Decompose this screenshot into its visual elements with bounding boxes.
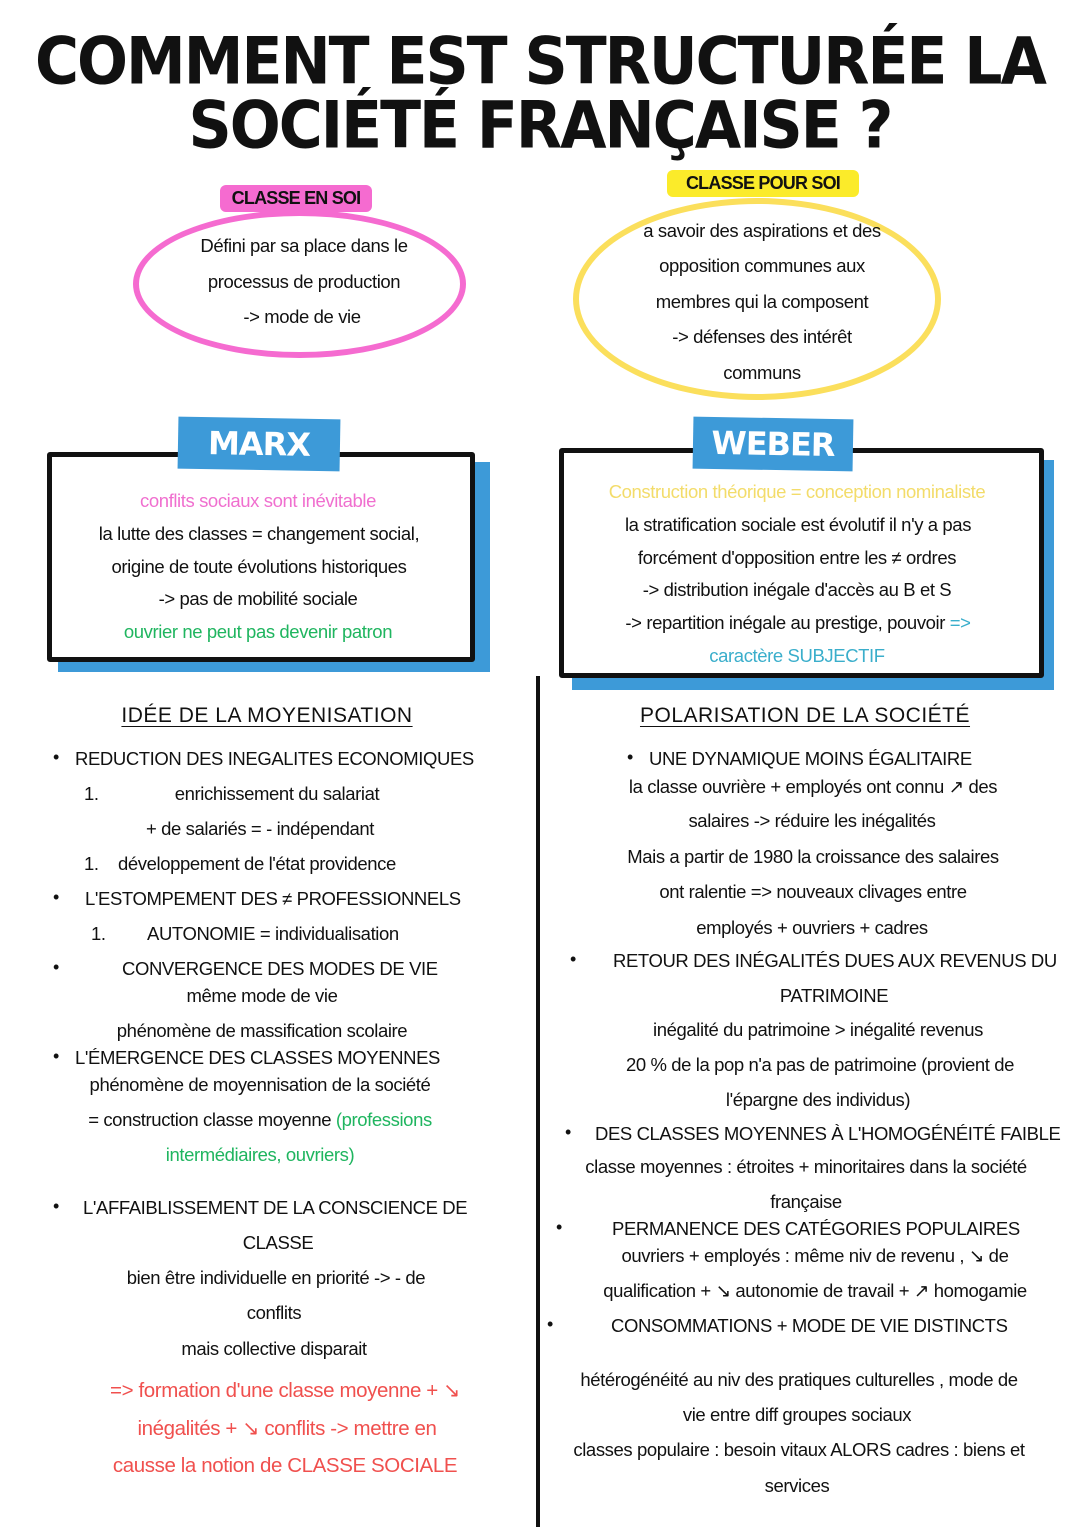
classe-pour-soi-text: a savoir des aspirations et des (643, 220, 881, 241)
left-heading: IDÉE DE LA MOYENISATION (121, 704, 413, 727)
right-text: services (764, 1475, 830, 1496)
left-text: AUTONOMIE = individualisation (147, 923, 399, 944)
right-text: PATRIMOINE (779, 985, 889, 1006)
bullet: • (53, 957, 60, 977)
right-text: CONSOMMATIONS + MODE DE VIE DISTINCTS (611, 1315, 1008, 1336)
left-text: L'ESTOMPEMENT DES ≠ PROFESSIONNELS (85, 888, 461, 909)
right-text: DES CLASSES MOYENNES À L'HOMOGÉNÉITÉ FAIBLE (595, 1123, 1061, 1144)
bullet: • (53, 887, 60, 907)
left-text: CLASSE (242, 1232, 314, 1253)
classe-en-soi-text: -> mode de vie (243, 306, 361, 327)
weber-text: Construction théorique = conception nominaliste (608, 481, 986, 502)
left-conclusion: => formation d'une classe moyenne + ↘ (110, 1379, 460, 1402)
left-text: REDUCTION DES INEGALITES ECONOMIQUES (75, 748, 474, 769)
right-text: UNE DYNAMIQUE MOINS ÉGALITAIRE (649, 748, 972, 769)
weber-text: caractère SUBJECTIF (709, 645, 885, 666)
weber-text: la stratification sociale est évolutif il n'y a pas (624, 514, 972, 535)
left-text: L'ÉMERGENCE DES CLASSES MOYENNES (75, 1047, 440, 1068)
bullet: • (53, 1046, 60, 1066)
marx-text: origine de toute évolutions historiques (111, 556, 407, 577)
right-text: 20 % de la pop n'a pas de patrimoine (provient de (625, 1054, 1015, 1075)
classe-pour-soi-text: communs (723, 362, 801, 383)
weber-text: -> distribution inégale d'accès au B et S (642, 579, 952, 600)
classe-pour-soi-text: opposition communes aux (659, 255, 865, 276)
list-number: 1. (91, 923, 106, 944)
marx-text: -> pas de mobilité sociale (158, 588, 358, 609)
right-text: vie entre diff groupes sociaux (682, 1404, 912, 1425)
bullet: • (565, 1122, 572, 1142)
marx-text: ouvrier ne peut pas devenir patron (123, 621, 393, 642)
right-heading: POLARISATION DE LA SOCIÉTÉ (639, 704, 971, 727)
bullet: • (556, 1217, 563, 1237)
left-text: bien être individuelle en priorité -> - de (126, 1267, 426, 1288)
left-conclusion: inégalités + ↘ conflits -> mettre en (137, 1417, 437, 1440)
right-text: hétérogénéité au niv des pratiques culturelles , mode de (580, 1369, 1018, 1390)
right-text: salaires -> réduire les inégalités (688, 810, 936, 831)
right-text: classe moyennes : étroites + minoritaires dans la société (585, 1156, 1027, 1177)
marx-text: conflits sociaux sont inévitable (139, 490, 377, 511)
left-conclusion: causse la notion de CLASSE SOCIALE (112, 1454, 458, 1477)
list-number: 1. (84, 853, 99, 874)
page-title-line-1: COMMENT EST STRUCTURÉE LA (35, 24, 1045, 100)
weber-text: forcément d'opposition entre les ≠ ordres (637, 547, 957, 568)
right-text: la classe ouvrière + employés ont connu ↗ des (628, 776, 998, 797)
right-text: ont ralentie => nouveaux clivages entre (659, 881, 967, 902)
right-text: Mais a partir de 1980 la croissance des salaires (627, 846, 999, 867)
classe-en-soi-text: processus de production (207, 271, 401, 292)
left-text: conflits (246, 1302, 302, 1323)
right-text: l'épargne des individus) (725, 1089, 911, 1110)
left-text (88, 1108, 432, 1132)
bullet: • (53, 747, 60, 767)
left-text: CONVERGENCE DES MODES DE VIE (122, 958, 438, 979)
marx-text: la lutte des classes = changement social, (98, 523, 420, 544)
left-text: même mode de vie (186, 985, 338, 1006)
right-text: inégalité du patrimoine > inégalité revenus (653, 1019, 983, 1040)
marx-tab: MARX (178, 417, 341, 472)
left-text: L'AFFAIBLISSEMENT DE LA CONSCIENCE DE (83, 1197, 468, 1218)
classe-en-soi-label: CLASSE EN SOI (220, 185, 372, 212)
bullet: • (547, 1314, 554, 1334)
right-text: PERMANENCE DES CATÉGORIES POPULAIRES (612, 1218, 1020, 1239)
column-divider (536, 676, 540, 1527)
weber-text-part: -> repartition inégale au prestige, pouvoir (625, 612, 950, 633)
bullet: • (627, 747, 634, 767)
right-text: qualification + ↘ autonomie de travail + ↗ homogamie (603, 1280, 1027, 1301)
left-text: + de salariés = - indépendant (145, 818, 375, 839)
right-text: RETOUR DES INÉGALITÉS DUES AUX REVENUS DU (613, 950, 1057, 971)
right-text: employés + ouvriers + cadres (696, 917, 928, 938)
left-text: développement de l'état providence (118, 853, 396, 874)
left-text-green: intermédiaires, ouvriers) (165, 1144, 355, 1165)
weber-arrow: => (949, 612, 971, 633)
right-text: française (770, 1191, 842, 1212)
page-title-line-2: SOCIÉTÉ FRANÇAISE ? (188, 88, 892, 164)
left-text: phénomène de moyennisation de la société (89, 1074, 431, 1095)
left-text: mais collective disparait (181, 1338, 367, 1359)
weber-tab: WEBER (693, 417, 854, 472)
left-text: phénomène de massification scolaire (116, 1020, 408, 1041)
bullet: • (53, 1196, 60, 1216)
list-number: 1. (84, 783, 99, 804)
left-text-green: (professions (335, 1109, 432, 1130)
bullet: • (570, 949, 577, 969)
classe-pour-soi-text: membres qui la composent (655, 291, 869, 312)
classe-en-soi-text: Défini par sa place dans le (200, 235, 408, 256)
weber-text (625, 611, 970, 635)
right-text: classes populaire : besoin vitaux ALORS cadres : biens et (573, 1439, 1025, 1460)
classe-pour-soi-label: CLASSE POUR SOI (667, 170, 859, 197)
left-text: enrichissement du salariat (174, 783, 380, 804)
classe-pour-soi-text: -> défenses des intérêt (672, 326, 852, 347)
left-text-part: = construction classe moyenne (88, 1109, 336, 1130)
right-text: ouvriers + employés : même niv de revenu , ↘ de (621, 1245, 1009, 1266)
